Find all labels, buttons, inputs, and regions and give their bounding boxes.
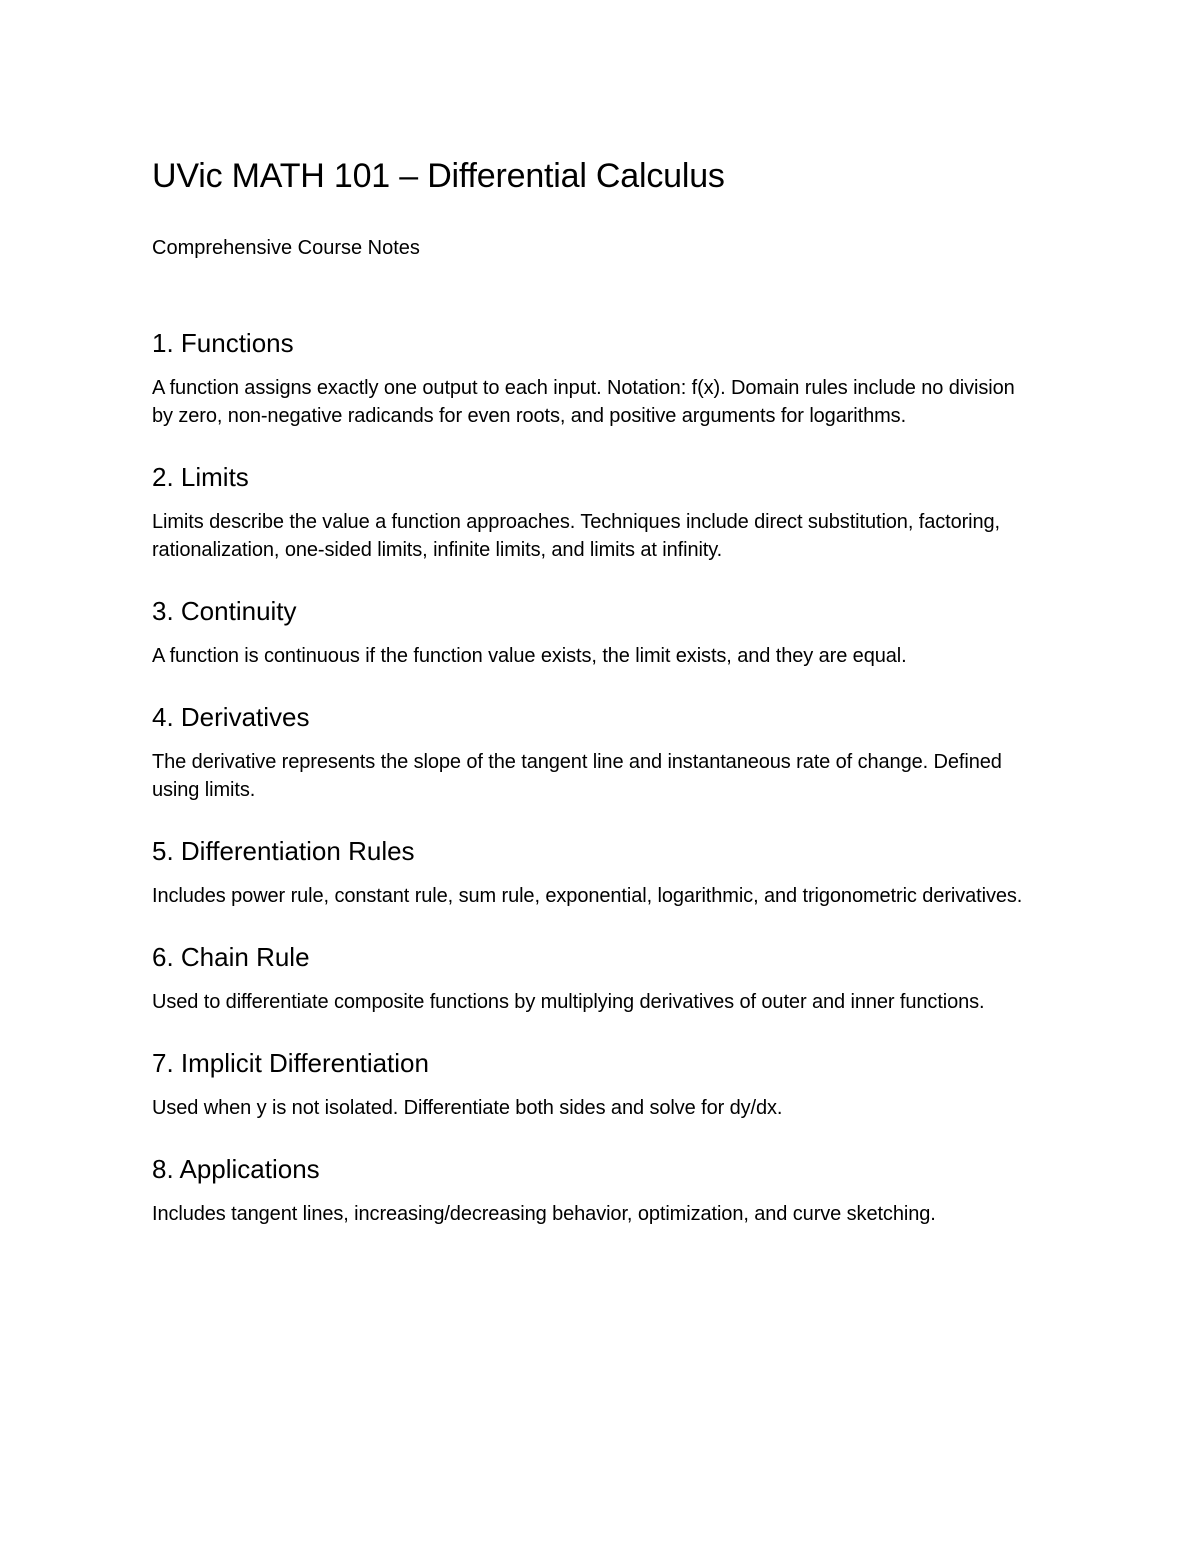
section-body: Used when y is not isolated. Differentiate both sides and solve for dy/dx.	[152, 1097, 783, 1119]
section-heading: 3. Continuity	[152, 596, 297, 626]
section-limits	[152, 459, 1032, 564]
section-heading: 1. Functions	[152, 328, 294, 358]
section-heading: 5. Differentiation Rules	[152, 836, 415, 866]
document-subtitle: Comprehensive Course Notes	[152, 237, 420, 259]
section-heading: 7. Implicit Differentiation	[152, 1048, 429, 1078]
section-heading: 4. Derivatives	[152, 702, 310, 732]
section-heading: 6. Chain Rule	[152, 942, 310, 972]
document-content	[152, 150, 1032, 1228]
section-heading: 2. Limits	[152, 462, 249, 492]
section-body: A function is continuous if the function value exists, the limit exists, and they are equal.	[152, 645, 907, 667]
section-body: A function assigns exactly one output to each input. Notation: f(x). Domain rules include no division by zero, non-negative radicands for even roots, and positive arguments for logarithms.	[152, 377, 1015, 427]
section-continuity	[152, 593, 1032, 670]
section-derivatives	[152, 699, 1032, 804]
section-body: Includes power rule, constant rule, sum rule, exponential, logarithmic, and trigonometric derivatives.	[152, 885, 1023, 907]
document-title: UVic MATH 101 – Differential Calculus	[152, 157, 725, 195]
section-chain-rule	[152, 939, 1032, 1016]
section-body: Includes tangent lines, increasing/decreasing behavior, optimization, and curve sketching.	[152, 1203, 936, 1225]
section-implicit-differentiation	[152, 1045, 1032, 1122]
section-body: Limits describe the value a function approaches. Techniques include direct substitution, factoring, rationalization, one-sided limits, infinite limits, and limits at infinity.	[152, 511, 1001, 561]
section-body: The derivative represents the slope of the tangent line and instantaneous rate of change. Defined using limits.	[152, 751, 1002, 801]
section-heading: 8. Applications	[152, 1154, 320, 1184]
section-differentiation-rules	[152, 833, 1032, 910]
section-applications	[152, 1151, 1032, 1228]
section-body: Used to differentiate composite functions by multiplying derivatives of outer and inner functions.	[152, 991, 985, 1013]
section-functions	[152, 325, 1032, 430]
